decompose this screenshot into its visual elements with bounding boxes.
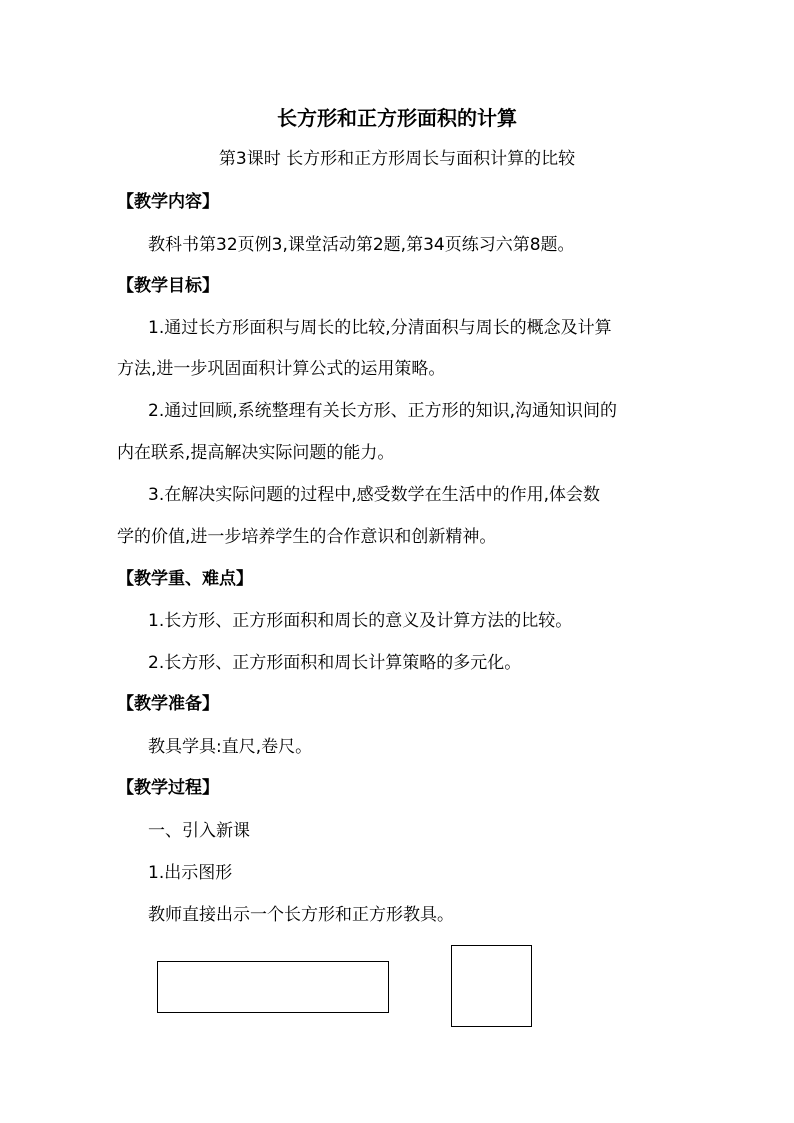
goal-2-line-1: 2.通过回顾,系统整理有关长方形、正方形的知识,沟通知识间的 [148, 401, 618, 421]
goal-3-line-1: 3.在解决实际问题的过程中,感受数学在生活中的作用,体会数 [148, 485, 601, 505]
section-heading-key-points: 【教学重、难点】 [117, 569, 253, 589]
rectangle-figure [157, 961, 389, 1013]
process-text: 教师直接出示一个长方形和正方形教具。 [148, 905, 454, 925]
preparation-text: 教具学具:直尺,卷尺。 [148, 737, 313, 757]
section-heading-preparation: 【教学准备】 [117, 694, 219, 714]
section-heading-content: 【教学内容】 [117, 192, 219, 212]
key-point-2: 2.长方形、正方形面积和周长计算策略的多元化。 [148, 653, 522, 673]
key-point-1: 1.长方形、正方形面积和周长的意义及计算方法的比较。 [148, 611, 573, 631]
section-heading-goals: 【教学目标】 [117, 276, 219, 296]
square-figure [451, 945, 532, 1027]
process-step-title: 一、引入新课 [148, 821, 250, 841]
document-title: 长方形和正方形面积的计算 [277, 106, 517, 130]
goal-2-line-2: 内在联系,提高解决实际问题的能力。 [117, 443, 395, 463]
process-sub-title: 1.出示图形 [148, 863, 233, 883]
content-text: 教科书第32页例3,课堂活动第2题,第34页练习六第8题。 [148, 235, 575, 255]
section-heading-process: 【教学过程】 [117, 778, 219, 798]
goal-1-line-1: 1.通过长方形面积与周长的比较,分清面积与周长的概念及计算 [148, 318, 612, 338]
document-subtitle: 第3课时 长方形和正方形周长与面积计算的比较 [218, 149, 576, 169]
goal-3-line-2: 学的价值,进一步培养学生的合作意识和创新精神。 [117, 527, 497, 547]
goal-1-line-2: 方法,进一步巩固面积计算公式的运用策略。 [117, 359, 446, 379]
